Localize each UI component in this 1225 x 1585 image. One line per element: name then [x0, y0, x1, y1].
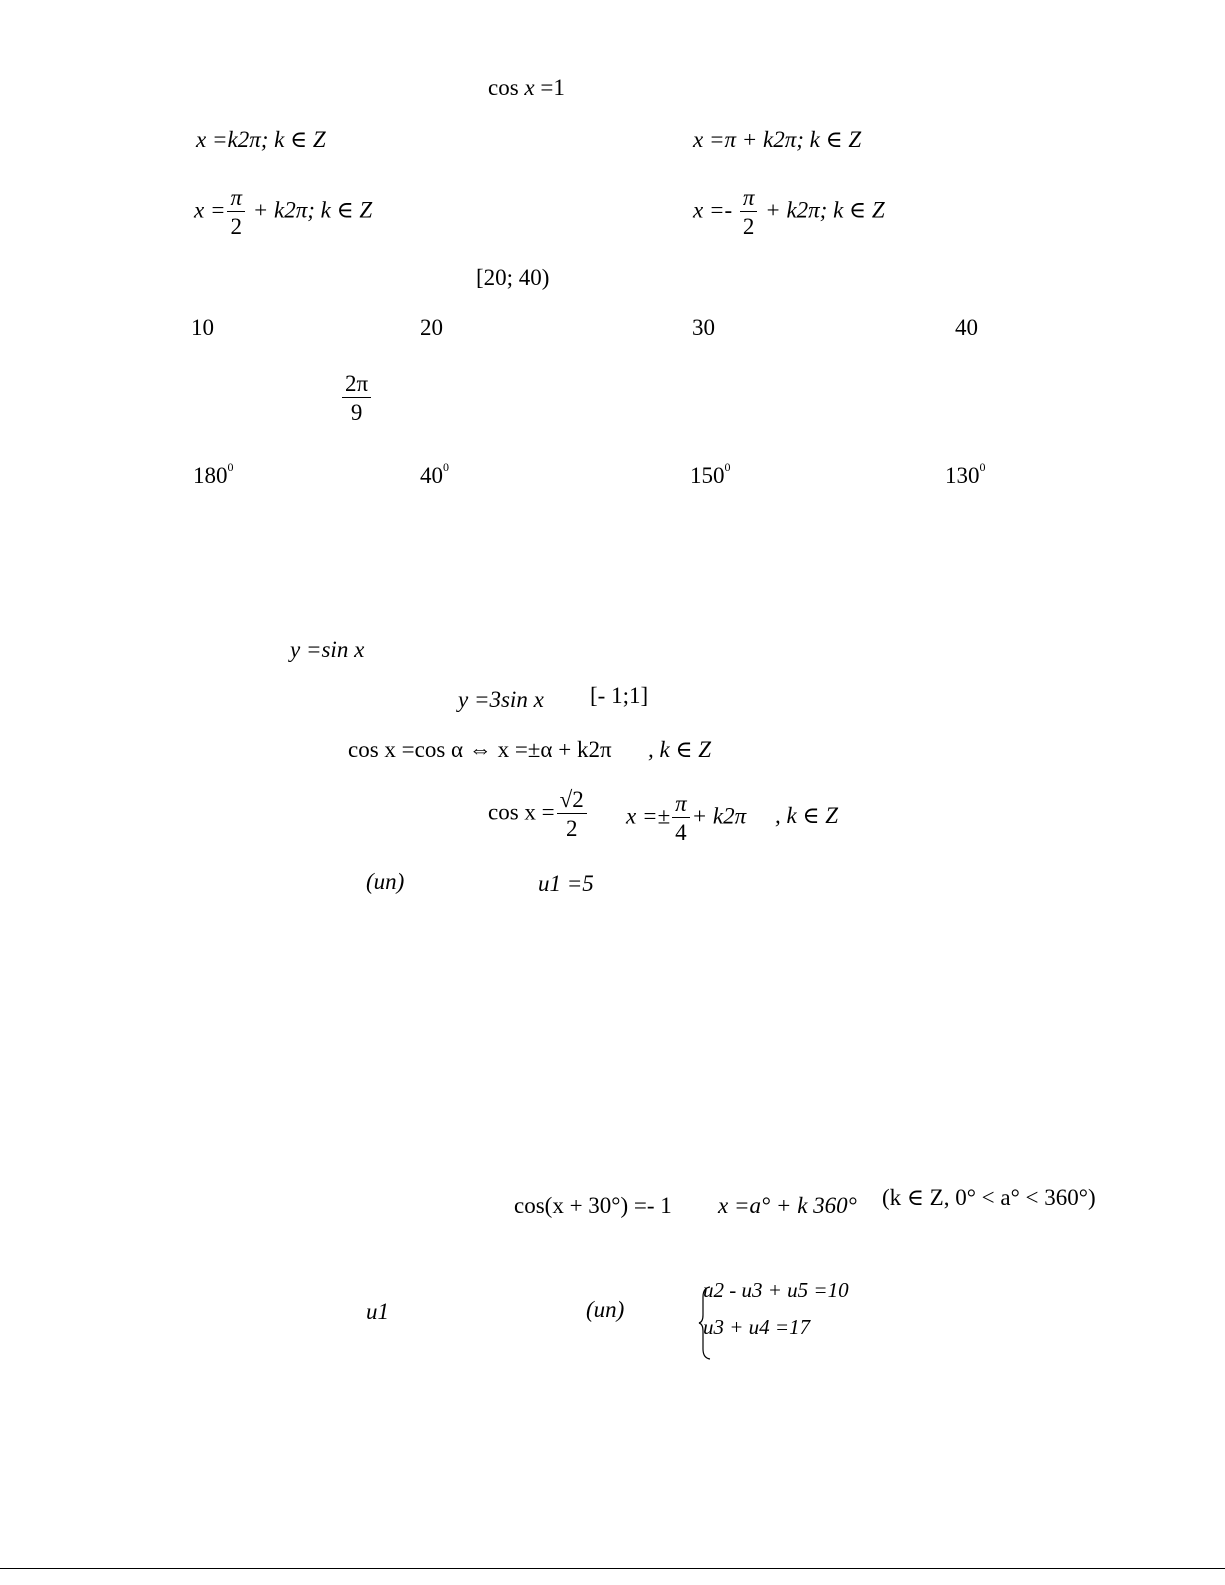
q5-eq1: u2 - u3 + u5 =10: [703, 1278, 849, 1302]
var-x: x: [524, 75, 535, 100]
statement-5-seq: (un): [366, 869, 405, 894]
cos-label: cos: [488, 75, 519, 100]
q2-option-a: 10: [191, 315, 214, 340]
statement-3-cond: , k ∈ Z: [648, 737, 712, 762]
q3-option-a: [193, 460, 234, 488]
q3-option-b-value: 40: [420, 463, 443, 488]
q5-system: [703, 1280, 849, 1338]
q3-fraction: [340, 372, 373, 424]
statement-3: cos x =cos α ⇔ x =±α + k2π: [348, 737, 612, 762]
q2-option-c: 30: [692, 315, 715, 340]
q1-option-a: [196, 128, 326, 151]
q1-option-a-text: x =k2π; k ∈ Z: [196, 127, 326, 152]
statement-4-rhs: [626, 792, 746, 844]
degree-mark: 0: [227, 460, 234, 474]
q2-option-d: 40: [955, 315, 978, 340]
s4-rhs-den: 4: [675, 820, 687, 845]
statement-4-lhs: [488, 788, 589, 840]
q3-option-a-value: 180: [193, 463, 228, 488]
q1-option-b: [693, 128, 861, 151]
statement-5-first: u1 =5: [538, 871, 594, 896]
q5-target: u1: [366, 1299, 389, 1324]
q4-condition: (k ∈ Z, 0° < a° < 360°): [882, 1185, 1096, 1210]
s4-rhs-pre: x =±: [626, 803, 671, 829]
q1-option-d: x =- $\frac{\pi}{2}$ + k2π; k ∈ Z: [693, 185, 885, 239]
degree-mark: 0: [979, 460, 986, 474]
q2-interval-text: [20; 40): [476, 265, 550, 290]
q3-frac-num: 2π: [342, 372, 371, 398]
q2-interval: [476, 266, 549, 289]
statement-2-func: y =3sin x: [458, 687, 544, 712]
q1-option-c: x = $\frac{\pi}{2}$ + k2π; k ∈ Z: [194, 185, 373, 239]
q3-frac-den: 9: [350, 400, 363, 425]
q3-option-d: [945, 460, 986, 488]
statement-4-cond: , k ∈ Z: [775, 803, 839, 828]
rhs-value: =1: [540, 75, 565, 100]
s4-den: 2: [565, 816, 578, 841]
q3-option-c: [690, 460, 731, 488]
footer-rule: [0, 1568, 1225, 1569]
q5-seq: (un): [586, 1297, 625, 1322]
q3-option-c-value: 150: [690, 463, 725, 488]
statement-1: y =sin x: [290, 637, 365, 662]
statement-2-range: [- 1;1]: [590, 683, 649, 708]
q2-option-b: 20: [420, 315, 443, 340]
q4-form: x =a° + k 360°: [718, 1193, 857, 1218]
s4-lhs-text: cos x =: [488, 799, 555, 825]
q5-eq2: u3 + u4 =17: [703, 1315, 811, 1339]
q3-option-b: [420, 460, 449, 488]
s4-rhs-post: + k2π: [691, 803, 747, 829]
degree-mark: 0: [724, 460, 731, 474]
q1-equation: [488, 76, 565, 99]
degree-mark: 0: [443, 460, 449, 474]
s4-rhs-num: π: [672, 792, 690, 818]
q4-equation: cos(x + 30°) =- 1: [514, 1193, 672, 1218]
s4-num: √2: [557, 788, 587, 814]
q1-option-b-text: x =π + k2π; k ∈ Z: [693, 127, 862, 152]
q3-option-d-value: 130: [945, 463, 980, 488]
